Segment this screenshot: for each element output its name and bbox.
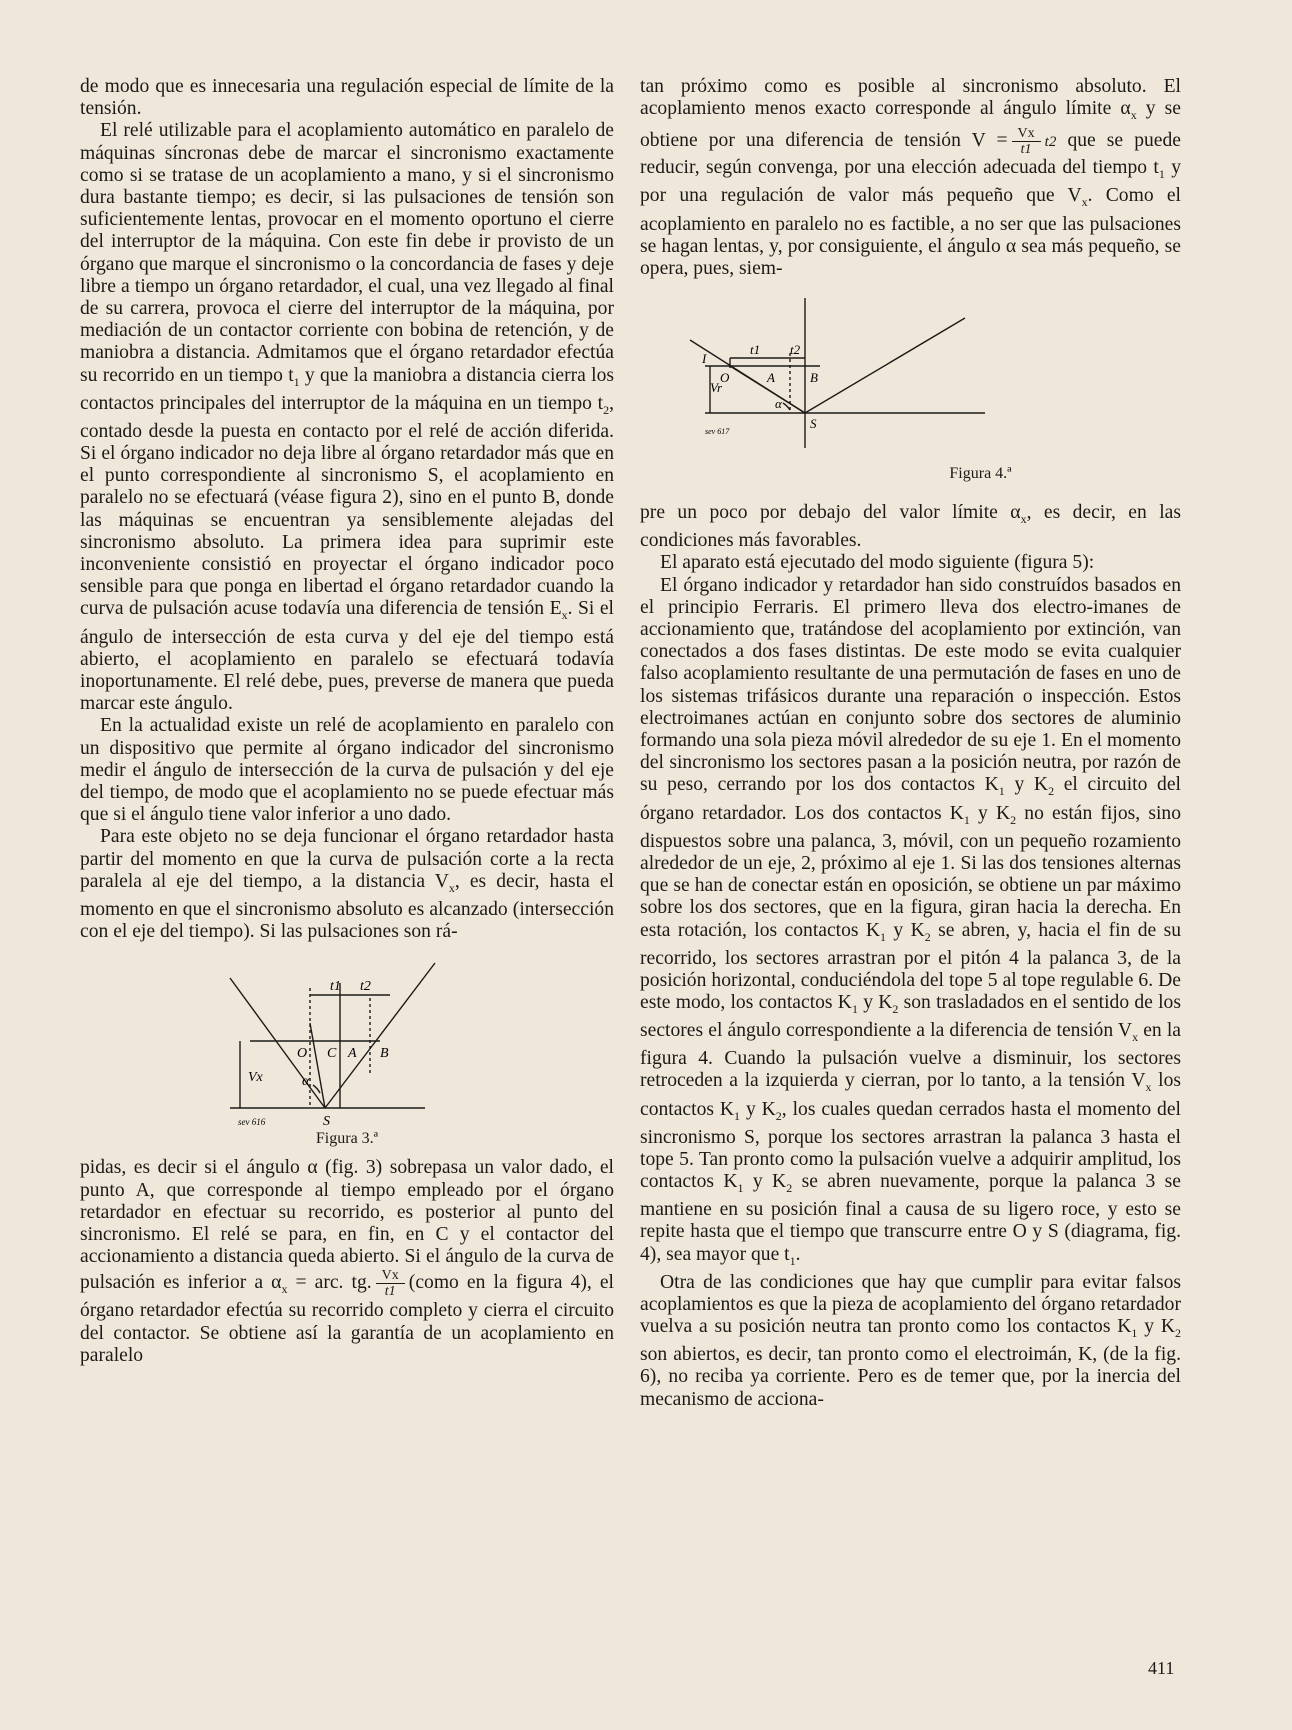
fig4-small-code: sev 617	[705, 427, 730, 437]
fig4-label-o: O	[720, 370, 730, 386]
fig4-label-s: S	[810, 416, 817, 432]
right-paragraph-1: tan próximo como es posible al sincronismo absoluto. El acoplamiento menos exacto corresponde al ángulo límite $\alpha_x$ y se obtiene por una diferencia de tensión V = $\frac{Vx}{t1}$ t2 que se puede reducir, según convenga, por una elección adecuada del tiempo $t_1$ y por una regulación de valor más pequeño que $V_x$. Como el acoplamiento en paralelo no es factible, a no ser que las pulsaciones se hagan lentas, y, por consiguiente, el ángulo α sea más pequeño, se opera, pues, siem-	[640, 76, 1181, 279]
fig3-label-o: O	[297, 1046, 308, 1062]
left-paragraph-5: pidas, es decir si el ángulo α (fig. 3) sobrepasa un valor dado, el punto A, que corresponde al tiempo empleado por el órgano retardador en efectuar su recorrido, es posterior al punto del sincronismo. El relé se para, en fin, en C y el contactor del accionamiento a distancia queda abierto. Si el ángulo de la curva de pulsación es inferior a $\alpha_x$ = arc. tg. $\frac{Vx}{t1}$ (como en la figura 4), el órgano retardador efectúa su recorrido completo y cierra el circuito del contactor. Se obtiene así la garantía de un acoplamiento en paralelo	[80, 1157, 615, 1366]
fig4-label-i: I	[702, 351, 707, 367]
left-column	[80, 76, 614, 1367]
fig3-label-vx: Vx	[248, 1070, 263, 1086]
figure-3	[80, 953, 614, 1153]
right-paragraph-4: El órgano indicador y retardador han sido construídos basados en el principio Ferraris. El primero lleva dos electro-imanes de accionamiento que, tratándose del acoplamiento por extinción, van conectados a dos fases distintas. De este modo se evita cualquier falso acoplamiento resultante de una permutación de fases en uno de los sistemas trifásicos durante una reparación o inspección. Estos electroimanes actúan en conjunto sobre dos sectores de aluminio formando una sola pieza móvil alrededor de su eje 1. En el momento del sincronismo los sectores pasan a la posición neutra, por razón de su peso, cerrando por los dos contactos $K_1$ y $K_2$ el circuito del órgano retardador. Los dos contactos $K_1$ y $K_2$ no están fijos, sino dispuestos sobre una palanca, 3, móvil, con un pequeño rozamiento alrededor de un eje, 2, próximo al eje 1. Si las dos tensiones alternas que se han de conectar están en oposición, se obtiene un par máximo sobre los dos sectores, que en la figura, giran hacia la derecha. En esta rotación, los contactos $K_1$ y $K_2$ se abren, y, hacia el fin de su recorrido, los sectores arrastran por el pitón 4 la palanca 3, de la posición horizontal, conduciéndola del tope 5 al tope regulable 6. De este modo, los contactos $K_1$ y $K_2$ son trasladados en el sentido de los sectores el ángulo correspondiente a la diferencia de tensión $V_x$ en la figura 4. Cuando la pulsación vuelve a disminuir, los sectores retroceden a la izquierda y cierran, por lo tanto, a la tensión $V_x$ los contactos $K_1$ y $K_2$, los cuales quedan cerrados hasta el momento del sincronismo S, porque los sectores arrastran la palanca 3 hasta el tope 5. Tan pronto como la pulsación vuelve a adquirir amplitud, los contactos $K_1$ y $K_2$ se abren nuevamente, porque la palanca 3 se mantiene en su posición final a causa de su ligero roce, y esto se repite hasta que el tiempo que transcurre entre O y S (diagrama, fig. 4), sea mayor que $t_1$.	[640, 574, 1182, 1268]
figure-3-diagram	[80, 953, 614, 1129]
figure-3-caption: Figura 3.ª	[315, 1130, 379, 1148]
figure-4-diagram	[640, 288, 1181, 464]
fig3-label-t2: t2	[360, 979, 371, 995]
left-paragraph-3: En la actualidad existe un relé de acoplamiento en paralelo con un dispositivo que permite al órgano indicador del sincronismo medir el ángulo de intersección de la curva de pulsación y del eje del tiempo, de modo que el acoplamiento no se puede efectuar más que si el ángulo tiene valor inferior a uno dado.	[80, 715, 614, 826]
fig3-small-code: sev 616	[238, 1117, 266, 1128]
figure-4	[640, 288, 1181, 488]
fig4-label-t1: t1	[750, 342, 761, 358]
fig3-label-c: C	[327, 1046, 337, 1062]
figure-4-caption: Figura 4.ª	[949, 465, 1012, 483]
right-paragraph-3: El aparato está ejecutado del modo siguiente (figura 5):	[660, 552, 1095, 574]
fig4-label-t2: t2	[790, 342, 801, 358]
page-number: 411	[1148, 1658, 1175, 1678]
left-paragraph-2: El relé utilizable para el acoplamiento automático en paralelo de máquinas síncronas debe de marcar el sincronismo exactamente como si se tratase de un acoplamiento a mano, y si el sincronismo dura bastante tiempo; es decir, si las pulsaciones de tensión son suficientemente lentas, provocar en el momento oportuno el cierre del interruptor de la máquina. Con este fin debe ir provisto de un órgano que marque el sincronismo o la concordancia de fases y deje libre a tiempo un órgano retardador, el cual, una vez llegado al final de su carrera, provoca el cierre del interruptor de la máquina, por mediación de un contactor corriente con bobina de retención, y de maniobra a distancia. Admitamos que el órgano retardador efectúa su recorrido en un tiempo $t_1$ y que la maniobra a distancia cierra los contactos principales del interruptor de la máquina en un tiempo $t_2$, contado desde la puesta en contacto por el relé de acción diferida. Si el órgano indicador no deja libre al órgano retardador más que en el punto correspondiente al sincronismo S, el acoplamiento en paralelo no se efectuará (véase figura 2), sino en el punto B, donde las máquinas se encuentran ya sensiblemente alejadas del sincronismo absoluto. La primera idea para suprimir este inconveniente consistió en proyectar el órgano indicador poco sensible para que ponga en libertad el órgano retardador cuando la curva de pulsación acuse todavía una diferencia de tensión $E_x$. Si el ángulo de intersección de esta curva y del eje del tiempo está abierto, el acoplamiento en paralelo se efectuará todavía inoportunamente. El relé debe, pues, preverse de manera que pueda marcar este ángulo.	[80, 120, 614, 715]
fig4-label-vr: Vr	[710, 380, 723, 396]
fraction-vx-t1-right: $\frac{Vx}{t1}$	[1012, 126, 1041, 157]
fraction-vx-t1: $\frac{Vx}{t1}$	[376, 1268, 405, 1299]
fig4-label-b: B	[810, 370, 818, 386]
fig3-label-a: A	[348, 1046, 357, 1062]
left-paragraph-1: de modo que es innecesaria una regulación especial de límite de la tensión.	[80, 76, 614, 120]
fig3-label-t1: t1	[330, 979, 341, 995]
fig4-label-a: A	[767, 370, 775, 386]
fig3-label-b: B	[380, 1046, 389, 1062]
right-column	[640, 76, 1181, 1411]
left-paragraph-4: Para este objeto no se deja funcionar el órgano retardador hasta partir del momento en que la curva de pulsación corte a la recta paralela al eje del tiempo, a la distancia $V_x$, es decir, hasta el momento en que el sincronismo absoluto es alcanzado (intersección con el eje del tiempo). Si las pulsaciones son rá-	[80, 826, 614, 943]
fig4-label-alpha: α	[775, 396, 782, 412]
right-paragraph-2: pre un poco por debajo del valor límite $\alpha_x$, es decir, en las condiciones más favorables.	[640, 502, 1181, 552]
fig3-label-alpha: α	[302, 1074, 310, 1090]
fig3-label-s: S	[323, 1114, 330, 1130]
right-paragraph-5: Otra de las condiciones que hay que cumplir para evitar falsos acoplamientos es que la pieza de acoplamiento del órgano retardador vuelva a su posición neutra tan pronto como los contactos $K_1$ y $K_2$ son abiertos, es decir, tan pronto como el electroimán, K, (de la fig. 6), no reciba ya corriente. Pero es de temer que, por la inercia del mecanismo de acciona-	[640, 1271, 1181, 1410]
